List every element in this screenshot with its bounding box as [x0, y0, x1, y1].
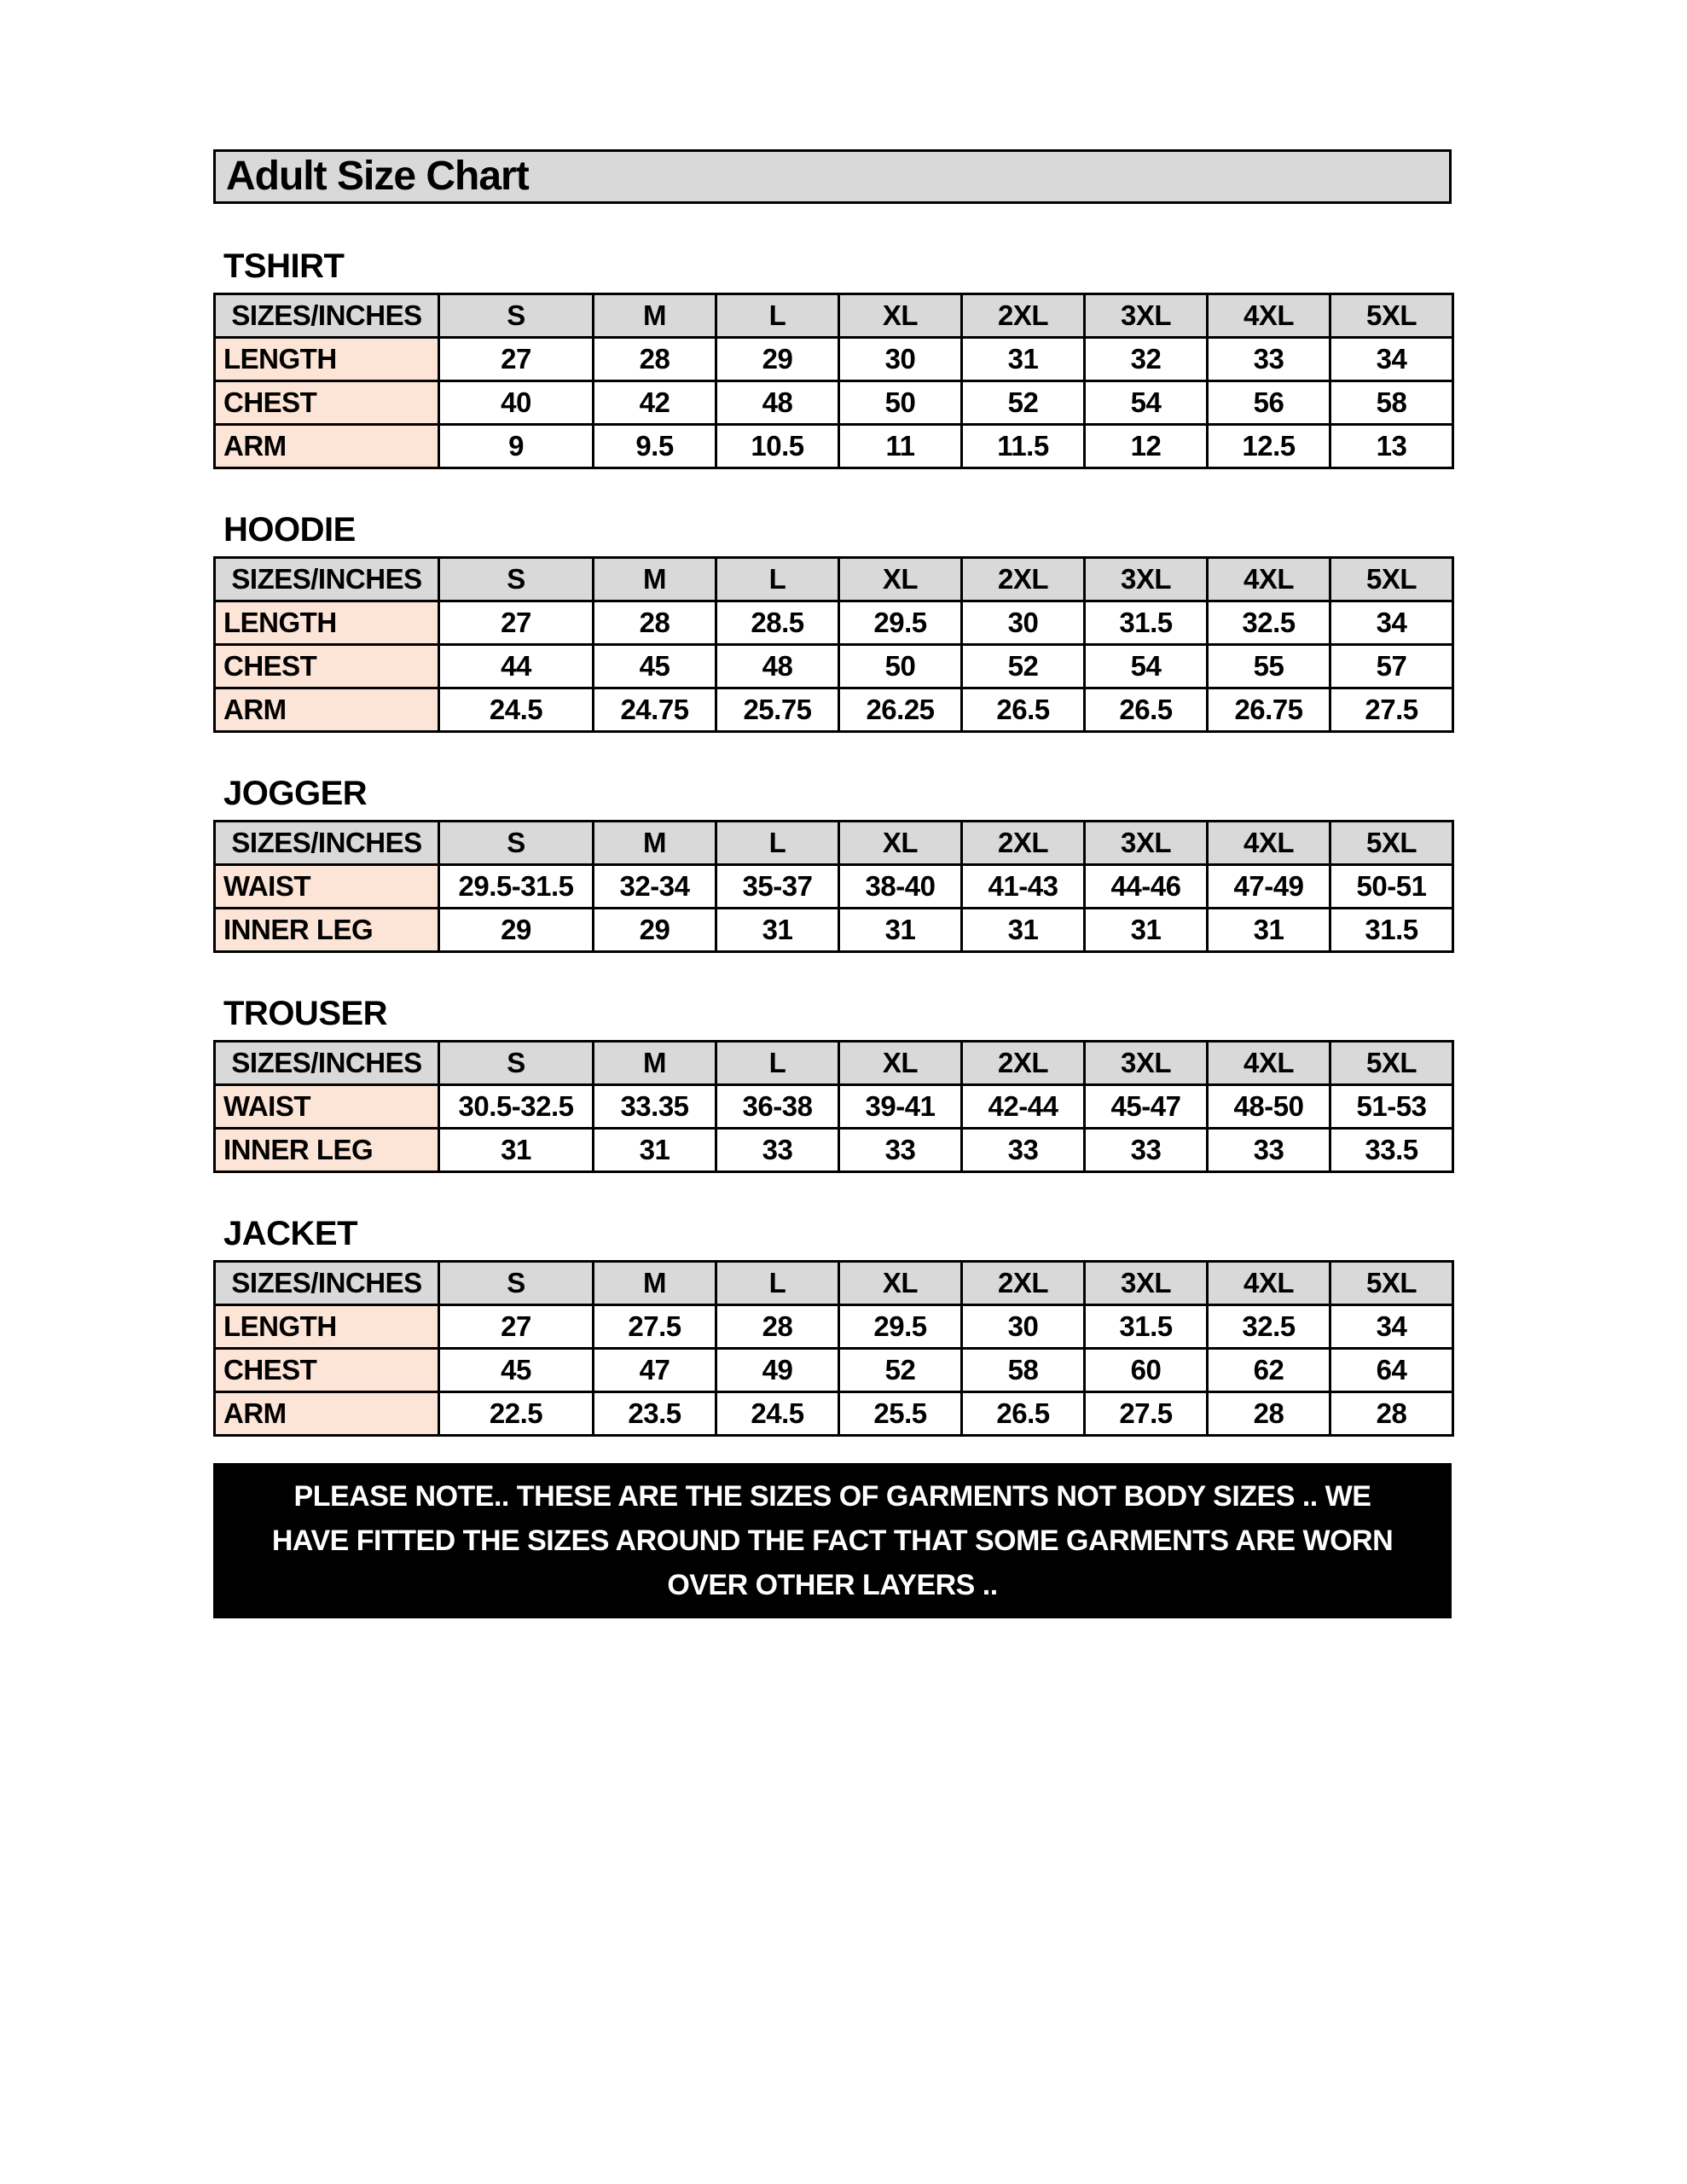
size-value-cell: 11	[839, 425, 962, 468]
size-value-cell: 31.5	[1085, 601, 1208, 645]
size-value-cell: 49	[716, 1349, 839, 1392]
size-column-header: L	[716, 294, 839, 338]
size-column-header: 5XL	[1330, 558, 1453, 601]
size-column-header: 3XL	[1085, 294, 1208, 338]
header-row	[215, 1262, 1453, 1305]
size-value-cell: 58	[1330, 381, 1453, 425]
size-value-cell: 45	[439, 1349, 594, 1392]
size-column-header: 3XL	[1085, 822, 1208, 865]
size-value-cell: 26.5	[1085, 688, 1208, 732]
size-value-cell: 29.5	[839, 1305, 962, 1349]
row-label-cell: CHEST	[215, 1349, 439, 1392]
size-value-cell: 57	[1330, 645, 1453, 688]
size-value-cell: 31.5	[1085, 1305, 1208, 1349]
size-table	[213, 1260, 1454, 1437]
size-value-cell: 34	[1330, 601, 1453, 645]
size-column-header: 4XL	[1208, 1042, 1330, 1085]
size-value-cell: 56	[1208, 381, 1330, 425]
size-value-cell: 30	[962, 601, 1085, 645]
corner-header-cell: SIZES/INCHES	[215, 294, 439, 338]
row-label-cell: INNER LEG	[215, 909, 439, 952]
table-row	[215, 688, 1453, 732]
header-row	[215, 558, 1453, 601]
size-value-cell: 24.5	[716, 1392, 839, 1436]
size-value-cell: 28	[594, 338, 716, 381]
table-row	[215, 338, 1453, 381]
size-value-cell: 26.75	[1208, 688, 1330, 732]
size-value-cell: 55	[1208, 645, 1330, 688]
size-value-cell: 32-34	[594, 865, 716, 909]
table-row	[215, 1085, 1453, 1129]
row-label-cell: ARM	[215, 425, 439, 468]
size-value-cell: 44-46	[1085, 865, 1208, 909]
size-value-cell: 50-51	[1330, 865, 1453, 909]
size-column-header: M	[594, 558, 716, 601]
table-row	[215, 601, 1453, 645]
size-value-cell: 64	[1330, 1349, 1453, 1392]
size-column-header: S	[439, 558, 594, 601]
size-value-cell: 35-37	[716, 865, 839, 909]
size-value-cell: 48	[716, 381, 839, 425]
size-value-cell: 30	[962, 1305, 1085, 1349]
size-value-cell: 29.5	[839, 601, 962, 645]
page-title: Adult Size Chart	[213, 149, 1452, 204]
size-column-header: 3XL	[1085, 558, 1208, 601]
size-value-cell: 10.5	[716, 425, 839, 468]
size-value-cell: 33.35	[594, 1085, 716, 1129]
size-value-cell: 25.75	[716, 688, 839, 732]
size-section	[213, 995, 1452, 1173]
size-value-cell: 28	[594, 601, 716, 645]
size-column-header: 4XL	[1208, 822, 1330, 865]
table-row	[215, 1305, 1453, 1349]
corner-header-cell: SIZES/INCHES	[215, 1262, 439, 1305]
size-value-cell: 33	[962, 1129, 1085, 1172]
size-column-header: S	[439, 1262, 594, 1305]
size-value-cell: 45	[594, 645, 716, 688]
size-value-cell: 36-38	[716, 1085, 839, 1129]
size-value-cell: 13	[1330, 425, 1453, 468]
size-value-cell: 26.25	[839, 688, 962, 732]
size-value-cell: 33	[1085, 1129, 1208, 1172]
size-value-cell: 60	[1085, 1349, 1208, 1392]
size-value-cell: 52	[962, 645, 1085, 688]
size-column-header: S	[439, 294, 594, 338]
size-value-cell: 33	[839, 1129, 962, 1172]
size-value-cell: 24.75	[594, 688, 716, 732]
document-content	[213, 0, 1452, 1618]
row-label-cell: CHEST	[215, 645, 439, 688]
size-value-cell: 50	[839, 381, 962, 425]
size-value-cell: 33	[1208, 338, 1330, 381]
size-column-header: L	[716, 822, 839, 865]
size-value-cell: 29.5-31.5	[439, 865, 594, 909]
size-column-header: M	[594, 294, 716, 338]
size-column-header: 2XL	[962, 294, 1085, 338]
size-value-cell: 54	[1085, 381, 1208, 425]
size-value-cell: 42	[594, 381, 716, 425]
size-value-cell: 29	[594, 909, 716, 952]
size-value-cell: 9	[439, 425, 594, 468]
size-value-cell: 27.5	[1330, 688, 1453, 732]
size-section	[213, 1215, 1452, 1437]
size-value-cell: 12.5	[1208, 425, 1330, 468]
section-heading: TROUSER	[223, 995, 388, 1032]
size-value-cell: 47	[594, 1349, 716, 1392]
size-table	[213, 556, 1454, 733]
size-column-header: S	[439, 822, 594, 865]
size-value-cell: 31	[594, 1129, 716, 1172]
size-column-header: 5XL	[1330, 294, 1453, 338]
table-row	[215, 425, 1453, 468]
section-heading: JACKET	[223, 1215, 358, 1252]
size-column-header: 5XL	[1330, 1262, 1453, 1305]
size-column-header: 2XL	[962, 558, 1085, 601]
table-row	[215, 645, 1453, 688]
table-row	[215, 1129, 1453, 1172]
size-value-cell: 27.5	[1085, 1392, 1208, 1436]
size-value-cell: 34	[1330, 338, 1453, 381]
size-value-cell: 40	[439, 381, 594, 425]
size-section	[213, 775, 1452, 953]
size-value-cell: 31	[962, 909, 1085, 952]
size-value-cell: 30	[839, 338, 962, 381]
size-column-header: 5XL	[1330, 822, 1453, 865]
size-value-cell: 31	[1208, 909, 1330, 952]
size-value-cell: 27	[439, 1305, 594, 1349]
size-value-cell: 22.5	[439, 1392, 594, 1436]
size-column-header: 2XL	[962, 1042, 1085, 1085]
size-column-header: M	[594, 822, 716, 865]
size-column-header: L	[716, 1262, 839, 1305]
size-section	[213, 247, 1452, 469]
size-column-header: 3XL	[1085, 1262, 1208, 1305]
size-value-cell: 34	[1330, 1305, 1453, 1349]
section-heading: JOGGER	[223, 775, 368, 812]
size-value-cell: 31	[1085, 909, 1208, 952]
size-value-cell: 26.5	[962, 688, 1085, 732]
size-column-header: 2XL	[962, 822, 1085, 865]
table-row	[215, 1392, 1453, 1436]
size-table	[213, 293, 1454, 469]
note-box	[213, 1463, 1452, 1618]
size-table	[213, 820, 1454, 953]
size-value-cell: 48	[716, 645, 839, 688]
size-value-cell: 25.5	[839, 1392, 962, 1436]
size-value-cell: 27	[439, 338, 594, 381]
size-value-cell: 24.5	[439, 688, 594, 732]
row-label-cell: ARM	[215, 1392, 439, 1436]
corner-header-cell: SIZES/INCHES	[215, 558, 439, 601]
size-value-cell: 62	[1208, 1349, 1330, 1392]
section-heading: HOODIE	[223, 511, 356, 549]
corner-header-cell: SIZES/INCHES	[215, 1042, 439, 1085]
size-column-header: 5XL	[1330, 1042, 1453, 1085]
corner-header-cell: SIZES/INCHES	[215, 822, 439, 865]
size-value-cell: 31.5	[1330, 909, 1453, 952]
size-value-cell: 31	[716, 909, 839, 952]
table-row	[215, 865, 1453, 909]
size-value-cell: 31	[439, 1129, 594, 1172]
size-value-cell: 39-41	[839, 1085, 962, 1129]
size-column-header: M	[594, 1042, 716, 1085]
size-column-header: L	[716, 558, 839, 601]
size-value-cell: 50	[839, 645, 962, 688]
size-value-cell: 32.5	[1208, 601, 1330, 645]
size-value-cell: 47-49	[1208, 865, 1330, 909]
row-label-cell: LENGTH	[215, 338, 439, 381]
section-heading: TSHIRT	[223, 247, 345, 285]
size-value-cell: 31	[962, 338, 1085, 381]
size-value-cell: 33	[716, 1129, 839, 1172]
size-value-cell: 33	[1208, 1129, 1330, 1172]
size-value-cell: 12	[1085, 425, 1208, 468]
size-value-cell: 31	[839, 909, 962, 952]
size-value-cell: 33.5	[1330, 1129, 1453, 1172]
row-label-cell: WAIST	[215, 865, 439, 909]
row-label-cell: INNER LEG	[215, 1129, 439, 1172]
size-value-cell: 51-53	[1330, 1085, 1453, 1129]
size-column-header: S	[439, 1042, 594, 1085]
size-table	[213, 1040, 1454, 1173]
row-label-cell: WAIST	[215, 1085, 439, 1129]
size-column-header: XL	[839, 822, 962, 865]
size-value-cell: 27.5	[594, 1305, 716, 1349]
size-value-cell: 54	[1085, 645, 1208, 688]
size-column-header: XL	[839, 294, 962, 338]
sections	[213, 247, 1452, 1437]
size-value-cell: 41-43	[962, 865, 1085, 909]
size-value-cell: 29	[716, 338, 839, 381]
size-value-cell: 28.5	[716, 601, 839, 645]
size-column-header: 4XL	[1208, 1262, 1330, 1305]
size-column-header: M	[594, 1262, 716, 1305]
size-column-header: 4XL	[1208, 558, 1330, 601]
size-value-cell: 38-40	[839, 865, 962, 909]
header-row	[215, 1042, 1453, 1085]
size-value-cell: 28	[716, 1305, 839, 1349]
size-value-cell: 32	[1085, 338, 1208, 381]
size-value-cell: 48-50	[1208, 1085, 1330, 1129]
size-value-cell: 58	[962, 1349, 1085, 1392]
size-value-cell: 11.5	[962, 425, 1085, 468]
header-row	[215, 294, 1453, 338]
size-value-cell: 42-44	[962, 1085, 1085, 1129]
size-column-header: 2XL	[962, 1262, 1085, 1305]
row-label-cell: LENGTH	[215, 1305, 439, 1349]
size-value-cell: 30.5-32.5	[439, 1085, 594, 1129]
size-value-cell: 52	[962, 381, 1085, 425]
size-value-cell: 28	[1208, 1392, 1330, 1436]
size-column-header: XL	[839, 558, 962, 601]
size-value-cell: 28	[1330, 1392, 1453, 1436]
size-column-header: L	[716, 1042, 839, 1085]
table-row	[215, 381, 1453, 425]
size-value-cell: 52	[839, 1349, 962, 1392]
table-row	[215, 1349, 1453, 1392]
size-value-cell: 26.5	[962, 1392, 1085, 1436]
size-column-header: XL	[839, 1042, 962, 1085]
header-row	[215, 822, 1453, 865]
size-value-cell: 32.5	[1208, 1305, 1330, 1349]
size-value-cell: 23.5	[594, 1392, 716, 1436]
table-row	[215, 909, 1453, 952]
size-value-cell: 29	[439, 909, 594, 952]
size-value-cell: 44	[439, 645, 594, 688]
row-label-cell: CHEST	[215, 381, 439, 425]
size-column-header: 4XL	[1208, 294, 1330, 338]
row-label-cell: LENGTH	[215, 601, 439, 645]
size-value-cell: 27	[439, 601, 594, 645]
row-label-cell: ARM	[215, 688, 439, 732]
size-value-cell: 45-47	[1085, 1085, 1208, 1129]
size-value-cell: 9.5	[594, 425, 716, 468]
size-column-header: XL	[839, 1262, 962, 1305]
size-section	[213, 511, 1452, 733]
size-column-header: 3XL	[1085, 1042, 1208, 1085]
note-text: PLEASE NOTE.. THESE ARE THE SIZES OF GARMENTS NOT BODY SIZES .. WE HAVE FITTED THE SIZES AROUND THE FACT THAT SOME GARMENTS ARE WORN OVER OTHER LAYERS ..	[271, 1480, 1394, 1601]
